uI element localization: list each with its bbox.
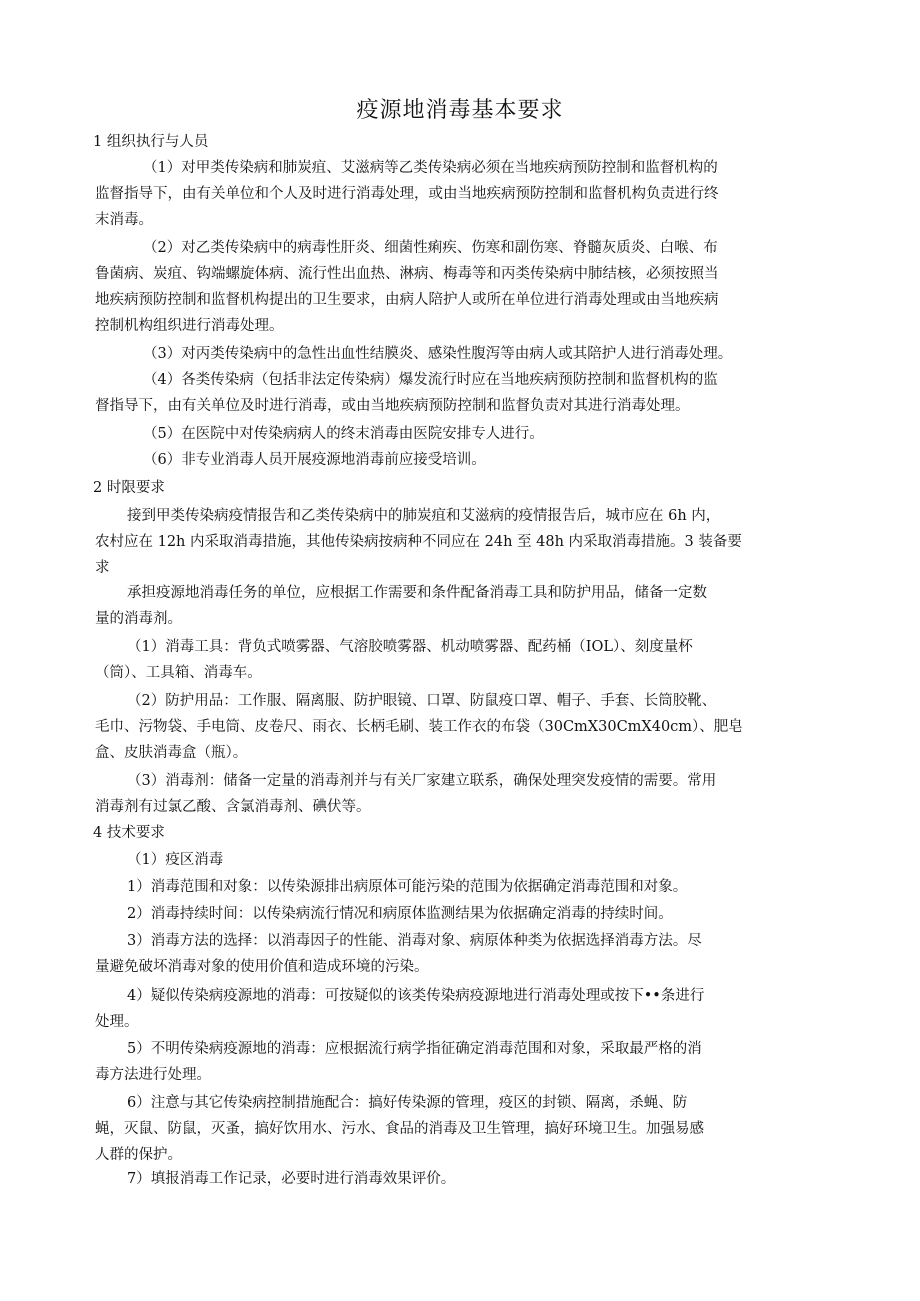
s3-paragraph-2: [95, 688, 775, 766]
s4-item-1: [95, 874, 775, 900]
line: 承担疫源地消毒任务的单位，应根据工作需要和条件配备消毒工具和防护用品，储备一定数: [127, 585, 707, 601]
s3-paragraph-3: [95, 768, 775, 820]
line: 6）注意与其它传染病控制措施配合：搞好传染源的管理，疫区的封锁、隔离，杀蝇、防: [127, 1095, 688, 1111]
line: （1）对甲类传染病和肺炭疽、艾滋病等乙类传染病必须在当地疾病预防控制和监督机构的: [143, 160, 718, 176]
line: 人群的保护。: [95, 1147, 182, 1163]
line: （5）在医院中对传染病病人的终末消毒由医院安排专人进行。: [143, 426, 544, 442]
section-1-heading: 1 组织执行与人员: [93, 134, 209, 150]
line: 处理。: [95, 1014, 139, 1030]
line: 量避免破坏消毒对象的使用价值和造成环境的污染。: [95, 959, 429, 975]
s4-item-2: [95, 901, 775, 927]
line: 5）不明传染病疫源地的消毒：应根据流行病学指征确定消毒范围和对象，采取最严格的消: [127, 1041, 702, 1057]
line: 农村应在 12h 内采取消毒措施，其他传染病按病种不同应在 24h 至 48h 内采取消毒措施。3 装备要: [95, 534, 742, 550]
line: 蝇，灭鼠、防鼠，灭蚤，搞好饮用水、污水、食品的消毒及卫生管理，搞好环境卫生。加强易感: [95, 1121, 704, 1137]
s4-item-5: [95, 1036, 775, 1088]
line: （1）消毒工具：背负式喷雾器、气溶胶喷雾器、机动喷雾器、配药桶（IOL）、刻度量杯: [127, 639, 693, 655]
s4-item-4: [95, 983, 775, 1035]
document-title: 疫源地消毒基本要求: [356, 98, 564, 123]
line: （2）防护用品：工作服、隔离服、防护眼镜、口罩、防鼠疫口罩、帽子、手套、长筒胶靴、: [127, 693, 717, 709]
line: 量的消毒剂。: [95, 611, 182, 627]
s1-paragraph-3: [95, 341, 775, 367]
line: （1）疫区消毒: [127, 852, 224, 868]
s4-item-7: [95, 1166, 775, 1192]
line: （2）对乙类传染病中的病毒性肝炎、细菌性痢疾、伤寒和副伤寒、脊髓灰质炎、白喉、布: [143, 240, 718, 256]
s1-paragraph-4: [95, 367, 775, 419]
line: 末消毒。: [95, 212, 153, 228]
line: （3）消毒剂：储备一定量的消毒剂并与有关厂家建立联系，确保处理突发疫情的需要。常用: [127, 773, 717, 789]
line: 4）疑似传染病疫源地的消毒：可按疑似的该类传染病疫源地进行消毒处理或按下••条进行: [127, 988, 705, 1004]
line: 7）填报消毒工作记录，必要时进行消毒效果评价。: [127, 1171, 456, 1187]
line: 控制机构组织进行消毒处理。: [95, 318, 284, 334]
line: 督指导下，由有关单位及时进行消毒，或由当地疾病预防控制和监督负责对其进行消毒处理。: [95, 398, 690, 414]
line: 3）消毒方法的选择：以消毒因子的性能、消毒对象、病原体种类为依据选择消毒方法。尽: [127, 933, 702, 949]
line: 毛巾、污物袋、手电筒、皮卷尺、雨衣、长柄毛刷、装工作衣的布袋（30CmX30CmX40cm）、肥皂: [95, 719, 743, 735]
line: 毒方法进行处理。: [95, 1067, 211, 1083]
s4-item-6: [95, 1090, 775, 1168]
line: 求: [95, 560, 110, 576]
s2-paragraph-1: [95, 503, 775, 581]
s1-paragraph-5: [95, 421, 775, 447]
line: 监督指导下，由有关单位和个人及时进行消毒处理，或由当地疾病预防控制和监督机构负责进行终: [95, 186, 719, 202]
line: （筒）、工具箱、消毒车。: [95, 665, 262, 681]
s4-subheading: [95, 847, 775, 873]
s3-paragraph-0: [95, 580, 775, 632]
line: 鲁菌病、炭疽、钩端螺旋体病、流行性出血热、淋病、梅毒等和丙类传染病中肺结核，必须按照当: [95, 266, 719, 282]
s1-paragraph-6: [95, 447, 775, 473]
line: 接到甲类传染病疫情报告和乙类传染病中的肺炭疽和艾滋病的疫情报告后，城市应在 6h 内，: [127, 508, 721, 524]
section-4-heading: 4 技术要求: [93, 825, 165, 841]
line: 2）消毒持续时间：以传染病流行情况和病原体监测结果为依据确定消毒的持续时间。: [127, 906, 673, 922]
line: （4）各类传染病（包括非法定传染病）爆发流行时应在当地疾病预防控制和监督机构的监: [143, 372, 718, 388]
s4-item-3: [95, 928, 775, 980]
s3-paragraph-1: [95, 634, 775, 686]
s1-paragraph-1: [95, 155, 775, 233]
line: 地疾病预防控制和监督机构提出的卫生要求，由病人陪护人或所在单位进行消毒处理或由当地疾病: [95, 292, 719, 308]
line: 盒、皮肤消毒盒（瓶）。: [95, 745, 248, 761]
line: 1）消毒范围和对象：以传染源排出病原体可能污染的范围为依据确定消毒范围和对象。: [127, 879, 688, 895]
section-2-heading: 2 时限要求: [93, 480, 165, 496]
line: （3）对丙类传染病中的急性出血性结膜炎、感染性腹泻等由病人或其陪护人进行消毒处理。: [143, 346, 733, 362]
s1-paragraph-2: [95, 235, 775, 339]
line: （6）非专业消毒人员开展疫源地消毒前应接受培训。: [143, 452, 486, 468]
line: 消毒剂有过氯乙酸、含氯消毒剂、碘伏等。: [95, 799, 371, 815]
